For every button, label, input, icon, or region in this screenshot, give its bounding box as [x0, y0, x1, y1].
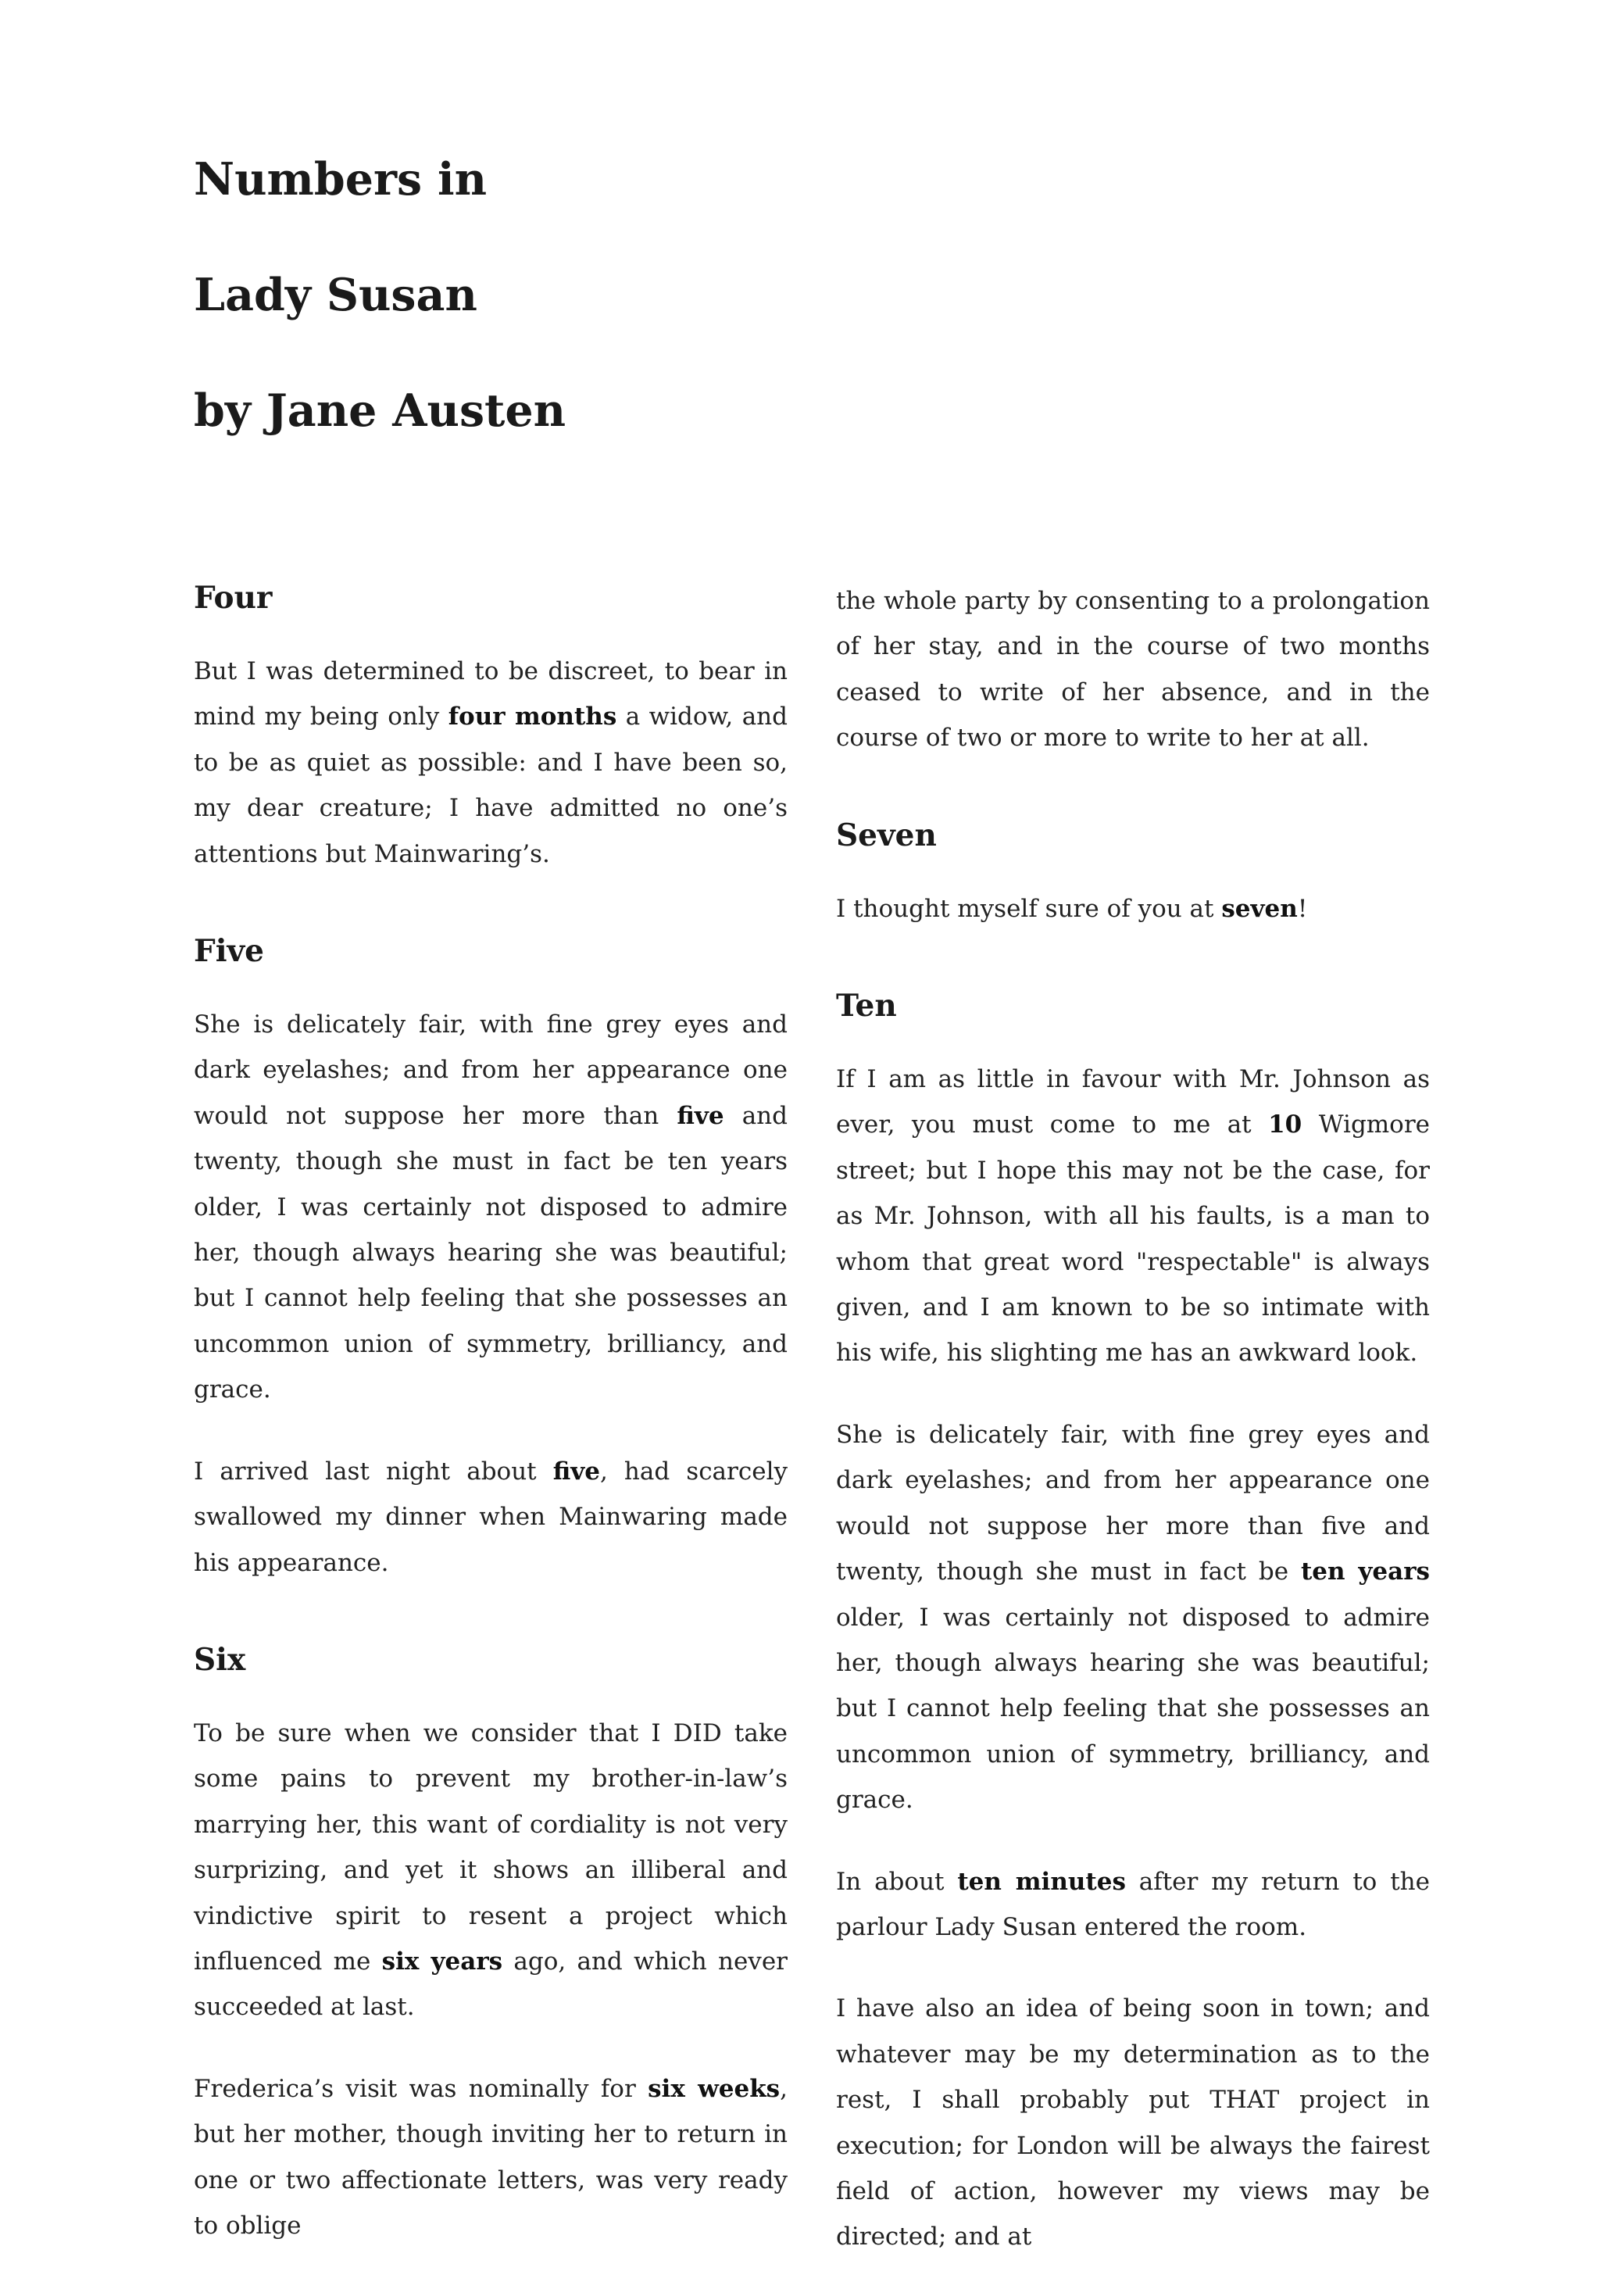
highlighted-number: five	[552, 1457, 600, 1486]
paragraph	[836, 886, 1430, 932]
text: !	[1297, 894, 1308, 923]
section-four	[194, 578, 788, 877]
text: Wigmore street; but I hope this may not be the case, for as Mr. Johnson, with all his faults, is a man to whom that great word "respectable" is always given, and I am known to be so intimate with his wife, his slighting me has an awkward look.	[836, 1110, 1431, 1368]
section-seven	[836, 816, 1430, 932]
section-heading-four: Four	[194, 580, 273, 616]
section-heading-six: Six	[194, 1641, 246, 1678]
text: I thought myself sure of you at	[836, 894, 1222, 923]
text: I arrived last night about	[194, 1457, 553, 1486]
section-heading-ten: Ten	[836, 988, 897, 1025]
continued-paragraph: the whole party by consenting to a prolongation of her stay, and in the course of two months ceased to write of her absence, and in the course of two or more to write to her at all.	[836, 587, 1430, 753]
text: But I was determined to be discreet, to bear in mind my being only	[194, 657, 788, 731]
section-ten	[836, 986, 1430, 2260]
highlighted-number: seven	[1221, 894, 1298, 923]
text: and twenty, though she must in fact be ten years older, I was certainly not disposed to admire her, though always hearing she was beautiful; but I cannot help feeling that she possesses an uncommon union of symmetry, brilliancy, and grace.	[194, 1101, 788, 1404]
text: In about	[836, 1867, 958, 1896]
right-column	[836, 578, 1430, 2296]
text: She is delicately fair, with fine grey eyes and dark eyelashes; and from her appearance one would not suppose her more than five and twenty, though she must in fact be	[836, 1420, 1430, 1586]
text: , had scarcely swallowed my dinner when Mainwaring made his appearance.	[194, 1457, 788, 1577]
text: ago, and which never succeeded at last.	[194, 1947, 788, 2022]
text: a widow, and to be as quiet as possible: and I have been so, my dear creature; I have admitted no one’s attentions but Mainwaring’s.	[194, 703, 788, 868]
paragraph	[836, 1859, 1430, 1951]
paragraph	[836, 1057, 1430, 1376]
section-heading-seven: Seven	[836, 817, 937, 853]
left-column	[194, 578, 788, 2284]
paragraph	[194, 649, 788, 877]
highlighted-number: six weeks	[648, 2074, 781, 2103]
paragraph	[194, 1711, 788, 2030]
paragraph	[194, 2066, 788, 2249]
section-heading-five: Five	[194, 933, 264, 970]
text: , but her mother, though inviting her to return in one or two affectionate letters, was very ready to oblige	[194, 2074, 788, 2240]
highlighted-number: five	[677, 1101, 724, 1130]
title-line-3: by Jane Austen	[194, 384, 566, 437]
highlighted-number: ten years	[1300, 1557, 1430, 1586]
paragraph	[194, 1002, 788, 1413]
document-title	[194, 153, 566, 503]
text: To be sure when we consider that I DID take some pains to prevent my brother-in-law’s marrying her, this want of cordiality is not very surprizing, and yet it shows an illiberal and vindictive spirit to resent a project which influenced me	[194, 1718, 788, 1976]
highlighted-number: ten minutes	[957, 1867, 1126, 1896]
text: If I am as little in favour with Mr. Johnson as ever, you must come to me at	[836, 1065, 1430, 1139]
text: She is delicately fair, with fine grey eyes and dark eyelashes; and from her appearance one would not suppose her more than	[194, 1010, 788, 1130]
text: Frederica’s visit was nominally for	[194, 2074, 649, 2103]
paragraph	[194, 1449, 788, 1586]
text: older, I was certainly not disposed to admire her, though always hearing she was beautiful; but I cannot help feeling that she possesses an uncommon union of symmetry, brilliancy, and grace.	[836, 1603, 1430, 1815]
paragraph: I have also an idea of being soon in town; and whatever may be my determination as to the rest, I shall probably put THAT project in execution; for London will be always the fairest field of action, however my views may be directed; and at	[836, 1994, 1430, 2251]
paragraph	[836, 1412, 1430, 1823]
section-five	[194, 932, 788, 1586]
highlighted-number: four months	[448, 703, 617, 731]
text: after my return to the parlour Lady Susan entered the room.	[836, 1867, 1430, 1941]
highlighted-number: 10	[1268, 1110, 1302, 1139]
title-line-1: Numbers in	[194, 153, 488, 206]
highlighted-number: six years	[381, 1947, 503, 1976]
section-six	[194, 1640, 788, 2248]
title-line-2: Lady Susan	[194, 269, 477, 321]
